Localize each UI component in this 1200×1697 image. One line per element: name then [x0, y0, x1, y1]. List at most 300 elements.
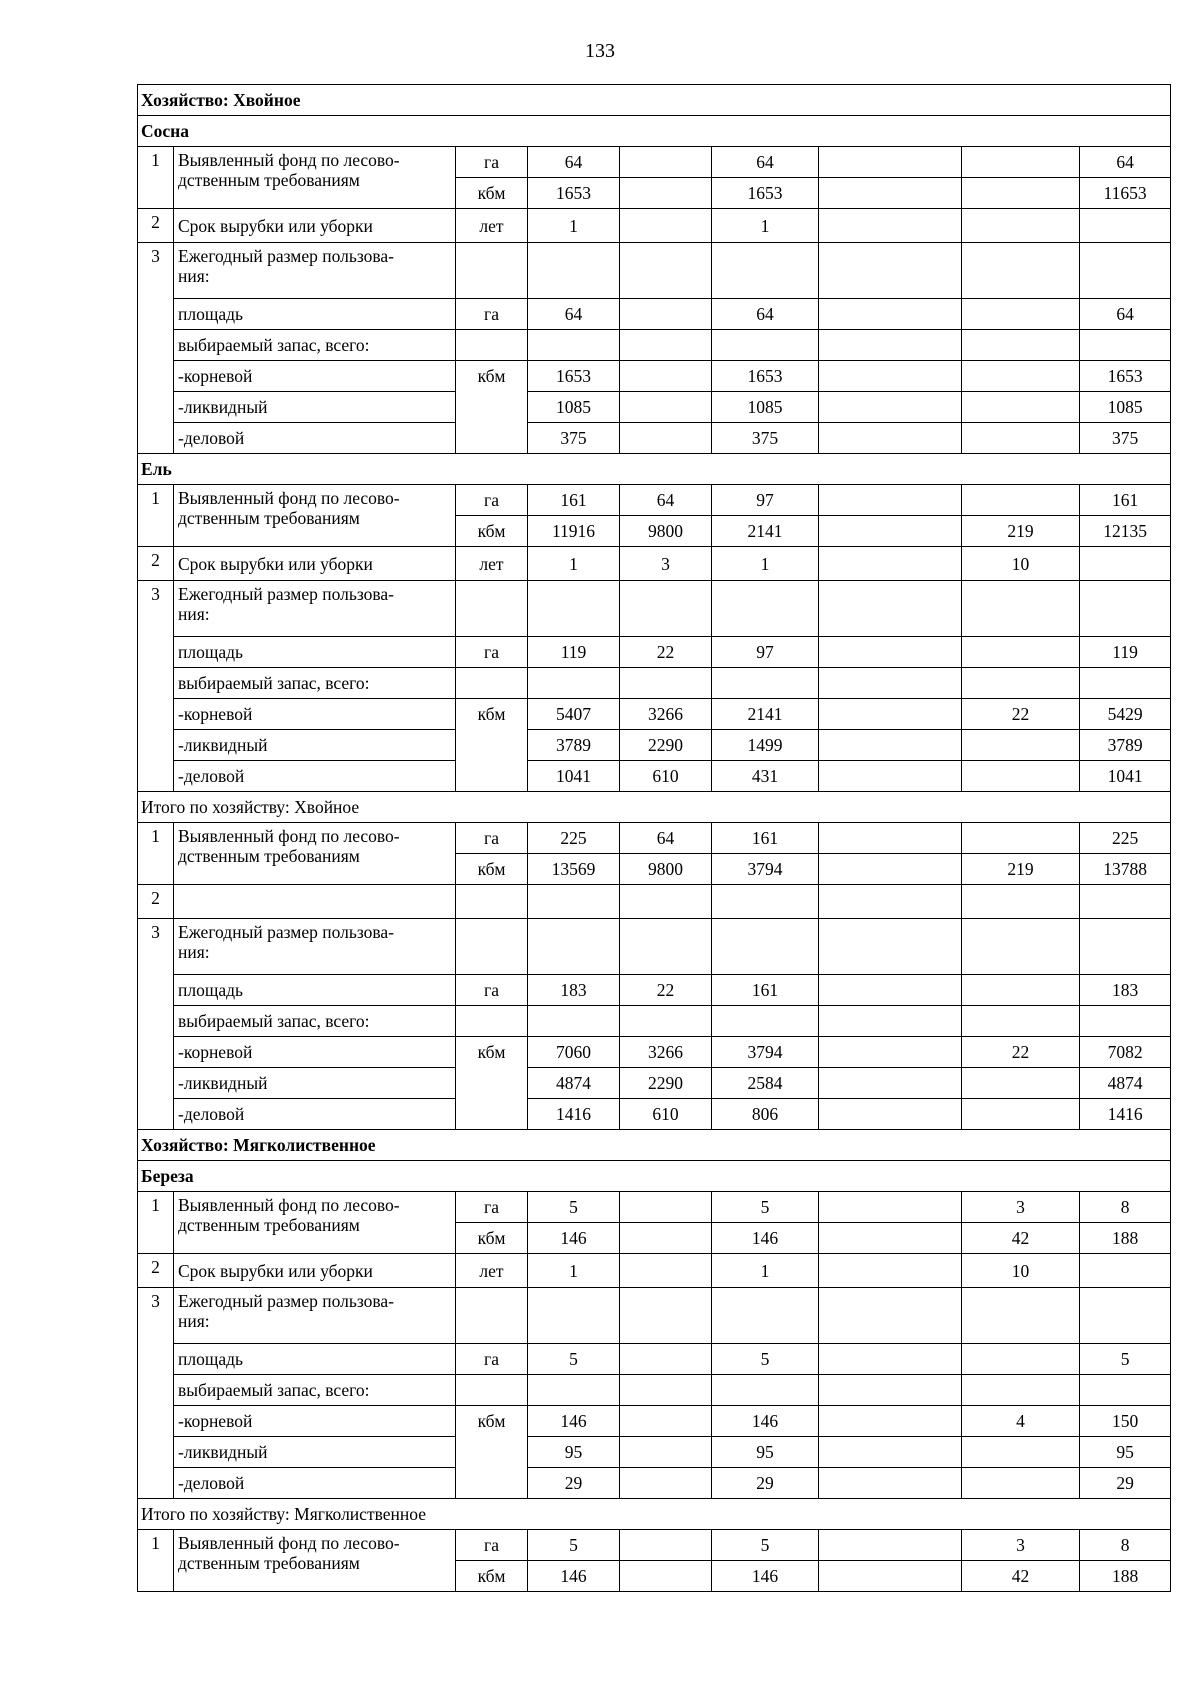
- business-label: -деловой: [174, 423, 456, 454]
- table-row: [138, 637, 1171, 668]
- value-cell: [819, 178, 962, 209]
- annual-label: [174, 581, 456, 637]
- empty-cell: [1080, 243, 1171, 299]
- value-cell: 8: [1080, 1530, 1171, 1561]
- area-label: площадь: [174, 637, 456, 668]
- empty-cell: [528, 919, 620, 975]
- value-cell: [819, 1530, 962, 1561]
- value-cell: [819, 1561, 962, 1592]
- value-cell: [620, 209, 712, 243]
- business-label: -деловой: [174, 1099, 456, 1130]
- table-row: [138, 730, 1171, 761]
- value-cell: 8: [1080, 1192, 1171, 1223]
- label-line: дственным требованиям: [178, 846, 360, 866]
- table-row: [138, 454, 1171, 485]
- value-cell: 1041: [1080, 761, 1171, 792]
- value-cell: 1041: [528, 761, 620, 792]
- empty-cell: [819, 1006, 962, 1037]
- table-row: [138, 243, 1171, 299]
- row-number: 1: [138, 485, 174, 547]
- value-cell: 150: [1080, 1406, 1171, 1437]
- table-row: [138, 85, 1171, 116]
- unit-cell: кбм: [456, 1037, 528, 1130]
- value-cell: 3: [962, 1192, 1080, 1223]
- area-label: площадь: [174, 299, 456, 330]
- empty-cell: [620, 1375, 712, 1406]
- value-cell: 22: [962, 1037, 1080, 1068]
- empty-cell: [712, 885, 819, 919]
- empty-cell: [962, 885, 1080, 919]
- value-cell: [962, 1344, 1080, 1375]
- value-cell: 4874: [1080, 1068, 1171, 1099]
- table-row: [138, 1344, 1171, 1375]
- value-cell: 1653: [712, 361, 819, 392]
- value-cell: [819, 1223, 962, 1254]
- value-cell: 1416: [1080, 1099, 1171, 1130]
- value-cell: 95: [712, 1437, 819, 1468]
- business-label: -деловой: [174, 761, 456, 792]
- root-label: -корневой: [174, 1406, 456, 1437]
- table-row: [138, 792, 1171, 823]
- value-cell: [819, 1254, 962, 1288]
- value-cell: 1: [528, 209, 620, 243]
- liquid-label: -ликвидный: [174, 730, 456, 761]
- value-cell: [819, 730, 962, 761]
- empty-cell: [528, 1006, 620, 1037]
- farm-total-header: Итого по хозяйству: Хвойное: [138, 792, 1171, 823]
- value-cell: 3794: [712, 1037, 819, 1068]
- label-line: Выявленный фонд по лесово-: [178, 826, 400, 846]
- value-cell: 5: [712, 1530, 819, 1561]
- empty-cell: [528, 1375, 620, 1406]
- value-cell: [962, 975, 1080, 1006]
- value-cell: 29: [712, 1468, 819, 1499]
- fund-label: [174, 823, 456, 885]
- value-cell: [819, 1406, 962, 1437]
- empty-cell: [819, 581, 962, 637]
- value-cell: [962, 485, 1080, 516]
- label-line: дственным требованиям: [178, 170, 360, 190]
- stock-total-label: выбираемый запас, всего:: [174, 330, 456, 361]
- value-cell: 64: [1080, 299, 1171, 330]
- table-row: [138, 1288, 1171, 1344]
- unit-cell: кбм: [456, 1223, 528, 1254]
- unit-cell: лет: [456, 1254, 528, 1288]
- empty-cell: [528, 668, 620, 699]
- unit-cell: кбм: [456, 361, 528, 454]
- value-cell: [962, 299, 1080, 330]
- table-row: [138, 1161, 1171, 1192]
- value-cell: [962, 178, 1080, 209]
- value-cell: [962, 1468, 1080, 1499]
- label-line: Выявленный фонд по лесово-: [178, 1195, 400, 1215]
- table-row: [138, 1437, 1171, 1468]
- value-cell: 1416: [528, 1099, 620, 1130]
- table-row: [138, 330, 1171, 361]
- label-line: Выявленный фонд по лесово-: [178, 1533, 400, 1553]
- row-number: 1: [138, 823, 174, 885]
- value-cell: 225: [528, 823, 620, 854]
- unit-cell: кбм: [456, 854, 528, 885]
- value-cell: 610: [620, 1099, 712, 1130]
- value-cell: [620, 147, 712, 178]
- value-cell: 5: [528, 1530, 620, 1561]
- table-row: [138, 209, 1171, 243]
- value-cell: [819, 485, 962, 516]
- value-cell: 2584: [712, 1068, 819, 1099]
- value-cell: 7082: [1080, 1037, 1171, 1068]
- empty-cell: [1080, 885, 1171, 919]
- value-cell: 5: [528, 1344, 620, 1375]
- empty-cell: [962, 1375, 1080, 1406]
- table-row: [138, 1099, 1171, 1130]
- liquid-label: -ликвидный: [174, 1068, 456, 1099]
- value-cell: [620, 299, 712, 330]
- unit-cell: га: [456, 1344, 528, 1375]
- value-cell: [620, 392, 712, 423]
- empty-cell: [819, 1375, 962, 1406]
- value-cell: [962, 823, 1080, 854]
- value-cell: 3: [962, 1530, 1080, 1561]
- table-row: [138, 485, 1171, 516]
- value-cell: 2141: [712, 516, 819, 547]
- value-cell: [962, 761, 1080, 792]
- value-cell: [819, 209, 962, 243]
- value-cell: 13788: [1080, 854, 1171, 885]
- empty-cell: [819, 243, 962, 299]
- value-cell: 12135: [1080, 516, 1171, 547]
- value-cell: [819, 761, 962, 792]
- value-cell: 1653: [528, 361, 620, 392]
- table-row: [138, 1192, 1171, 1223]
- empty-cell: [528, 243, 620, 299]
- value-cell: [819, 1037, 962, 1068]
- empty-cell: [962, 668, 1080, 699]
- empty-cell: [712, 1006, 819, 1037]
- table-row: [138, 1068, 1171, 1099]
- value-cell: 183: [1080, 975, 1171, 1006]
- value-cell: 1: [528, 1254, 620, 1288]
- farm-header: Хозяйство: Хвойное: [138, 85, 1171, 116]
- value-cell: [620, 1561, 712, 1592]
- value-cell: 1: [712, 1254, 819, 1288]
- empty-cell: [712, 330, 819, 361]
- value-cell: 146: [712, 1406, 819, 1437]
- value-cell: 10: [962, 547, 1080, 581]
- table-row: [138, 761, 1171, 792]
- unit-cell: га: [456, 1192, 528, 1223]
- value-cell: 42: [962, 1223, 1080, 1254]
- value-cell: [620, 178, 712, 209]
- root-label: -корневой: [174, 361, 456, 392]
- value-cell: [819, 1068, 962, 1099]
- value-cell: 146: [528, 1561, 620, 1592]
- value-cell: 1653: [1080, 361, 1171, 392]
- label-line: ния:: [178, 604, 210, 624]
- value-cell: [819, 1468, 962, 1499]
- value-cell: 1085: [528, 392, 620, 423]
- value-cell: [819, 1437, 962, 1468]
- value-cell: [1080, 209, 1171, 243]
- value-cell: 64: [620, 823, 712, 854]
- value-cell: [962, 730, 1080, 761]
- value-cell: 2290: [620, 730, 712, 761]
- empty-cell: [620, 243, 712, 299]
- table-row: [138, 699, 1171, 730]
- empty-cell: [712, 243, 819, 299]
- empty-cell: [456, 1288, 528, 1344]
- value-cell: 119: [1080, 637, 1171, 668]
- root-label: -корневой: [174, 1037, 456, 1068]
- table-row: [138, 1406, 1171, 1437]
- table-row: [138, 1499, 1171, 1530]
- value-cell: 11653: [1080, 178, 1171, 209]
- unit-cell: лет: [456, 209, 528, 243]
- value-cell: 3266: [620, 699, 712, 730]
- value-cell: 161: [1080, 485, 1171, 516]
- farm-total-header: Итого по хозяйству: Мягколиственное: [138, 1499, 1171, 1530]
- value-cell: 188: [1080, 1561, 1171, 1592]
- value-cell: 2290: [620, 1068, 712, 1099]
- value-cell: [620, 1406, 712, 1437]
- value-cell: [620, 423, 712, 454]
- value-cell: 64: [620, 485, 712, 516]
- area-label: площадь: [174, 975, 456, 1006]
- value-cell: 22: [620, 975, 712, 1006]
- fund-label: [174, 147, 456, 209]
- value-cell: 188: [1080, 1223, 1171, 1254]
- label-line: ния:: [178, 266, 210, 286]
- unit-cell: га: [456, 299, 528, 330]
- value-cell: 1653: [712, 178, 819, 209]
- value-cell: 1: [712, 547, 819, 581]
- value-cell: [819, 699, 962, 730]
- empty-cell: [528, 330, 620, 361]
- farm-header: Хозяйство: Мягколиственное: [138, 1130, 1171, 1161]
- unit-cell: га: [456, 147, 528, 178]
- value-cell: 610: [620, 761, 712, 792]
- empty-cell: [620, 1288, 712, 1344]
- empty-cell: [456, 885, 528, 919]
- value-cell: [620, 1468, 712, 1499]
- species-header: Береза: [138, 1161, 1171, 1192]
- value-cell: [962, 637, 1080, 668]
- empty-cell: [712, 1375, 819, 1406]
- empty-cell: [620, 330, 712, 361]
- value-cell: [620, 1192, 712, 1223]
- value-cell: 1085: [712, 392, 819, 423]
- value-cell: 5: [712, 1344, 819, 1375]
- value-cell: 5: [712, 1192, 819, 1223]
- table-row: [138, 423, 1171, 454]
- row-number: 1: [138, 1530, 174, 1592]
- forest-use-table: [137, 84, 1171, 1592]
- empty-cell: [620, 668, 712, 699]
- value-cell: [962, 392, 1080, 423]
- unit-cell: кбм: [456, 1406, 528, 1499]
- empty-cell: [712, 668, 819, 699]
- unit-cell: га: [456, 823, 528, 854]
- empty-cell: [620, 581, 712, 637]
- empty-cell: [1080, 1288, 1171, 1344]
- empty-cell: [819, 1288, 962, 1344]
- label-line: Ежегодный размер пользова-: [178, 584, 395, 604]
- value-cell: 97: [712, 485, 819, 516]
- value-cell: [620, 1344, 712, 1375]
- value-cell: 161: [712, 823, 819, 854]
- species-header: Сосна: [138, 116, 1171, 147]
- value-cell: 1: [528, 547, 620, 581]
- table-row: [138, 668, 1171, 699]
- value-cell: 2141: [712, 699, 819, 730]
- value-cell: 7060: [528, 1037, 620, 1068]
- value-cell: 219: [962, 516, 1080, 547]
- value-cell: 119: [528, 637, 620, 668]
- value-cell: 95: [1080, 1437, 1171, 1468]
- value-cell: 29: [1080, 1468, 1171, 1499]
- value-cell: [819, 854, 962, 885]
- empty-cell: [819, 330, 962, 361]
- table-row: [138, 299, 1171, 330]
- value-cell: 64: [528, 299, 620, 330]
- empty-cell: [456, 330, 528, 361]
- empty-cell: [1080, 1006, 1171, 1037]
- value-cell: [1080, 1254, 1171, 1288]
- fund-label: [174, 485, 456, 547]
- stock-total-label: выбираемый запас, всего:: [174, 1006, 456, 1037]
- value-cell: 5429: [1080, 699, 1171, 730]
- empty-cell: [528, 1288, 620, 1344]
- term-label: Срок вырубки или уборки: [174, 1254, 456, 1288]
- value-cell: [819, 975, 962, 1006]
- value-cell: 5: [528, 1192, 620, 1223]
- empty-cell: [620, 1006, 712, 1037]
- liquid-label: -ликвидный: [174, 1437, 456, 1468]
- empty-cell: [819, 668, 962, 699]
- table-row: [138, 919, 1171, 975]
- table-row: [138, 823, 1171, 854]
- empty-cell: [962, 1006, 1080, 1037]
- table-row: [138, 581, 1171, 637]
- value-cell: 64: [528, 147, 620, 178]
- value-cell: [819, 1192, 962, 1223]
- value-cell: 3: [620, 547, 712, 581]
- value-cell: 9800: [620, 516, 712, 547]
- value-cell: 1: [712, 209, 819, 243]
- label-line: дственным требованиям: [178, 1553, 360, 1573]
- value-cell: 13569: [528, 854, 620, 885]
- table-row: [138, 147, 1171, 178]
- empty-cell: [712, 919, 819, 975]
- table-row: [138, 1530, 1171, 1561]
- term-label: Срок вырубки или уборки: [174, 209, 456, 243]
- empty-cell: [1080, 330, 1171, 361]
- value-cell: [620, 1530, 712, 1561]
- row-number: 3: [138, 1288, 174, 1499]
- label-line: Ежегодный размер пользова-: [178, 246, 395, 266]
- row-number: 1: [138, 147, 174, 209]
- label-line: ния:: [178, 1311, 210, 1331]
- fund-label: [174, 1192, 456, 1254]
- value-cell: 29: [528, 1468, 620, 1499]
- value-cell: 806: [712, 1099, 819, 1130]
- empty-cell: [456, 668, 528, 699]
- empty-cell: [620, 919, 712, 975]
- value-cell: 22: [620, 637, 712, 668]
- empty-cell: [962, 330, 1080, 361]
- value-cell: [819, 299, 962, 330]
- value-cell: 431: [712, 761, 819, 792]
- value-cell: 64: [712, 299, 819, 330]
- value-cell: 1653: [528, 178, 620, 209]
- label-line: Выявленный фонд по лесово-: [178, 150, 400, 170]
- table-row: [138, 392, 1171, 423]
- table-row: [138, 1375, 1171, 1406]
- value-cell: 146: [712, 1223, 819, 1254]
- value-cell: 161: [712, 975, 819, 1006]
- table-row: [138, 547, 1171, 581]
- value-cell: 146: [528, 1406, 620, 1437]
- value-cell: [620, 1254, 712, 1288]
- unit-cell: га: [456, 1530, 528, 1561]
- table-row: [138, 1130, 1171, 1161]
- value-cell: 22: [962, 699, 1080, 730]
- table-row: [138, 1006, 1171, 1037]
- value-cell: [819, 637, 962, 668]
- table-row: [138, 975, 1171, 1006]
- value-cell: 161: [528, 485, 620, 516]
- empty-cell: [712, 1288, 819, 1344]
- value-cell: [819, 423, 962, 454]
- empty-cell: [456, 581, 528, 637]
- label-line: дственным требованиям: [178, 1215, 360, 1235]
- value-cell: [819, 823, 962, 854]
- row-number: 2: [138, 547, 174, 581]
- value-cell: [819, 392, 962, 423]
- table-row: [138, 1468, 1171, 1499]
- empty-cell: [174, 885, 456, 919]
- liquid-label: -ликвидный: [174, 392, 456, 423]
- value-cell: 10: [962, 1254, 1080, 1288]
- annual-label: [174, 243, 456, 299]
- empty-cell: [962, 919, 1080, 975]
- empty-cell: [712, 581, 819, 637]
- value-cell: [962, 1437, 1080, 1468]
- label-line: ния:: [178, 942, 210, 962]
- empty-cell: [962, 243, 1080, 299]
- business-label: -деловой: [174, 1468, 456, 1499]
- value-cell: 4: [962, 1406, 1080, 1437]
- empty-cell: [456, 1375, 528, 1406]
- table-row: [138, 116, 1171, 147]
- value-cell: 97: [712, 637, 819, 668]
- value-cell: 5: [1080, 1344, 1171, 1375]
- empty-cell: [819, 885, 962, 919]
- value-cell: [819, 516, 962, 547]
- value-cell: 3794: [712, 854, 819, 885]
- value-cell: [962, 423, 1080, 454]
- empty-cell: [528, 581, 620, 637]
- value-cell: 219: [962, 854, 1080, 885]
- value-cell: 375: [712, 423, 819, 454]
- table-body: [138, 85, 1171, 1592]
- value-cell: 146: [712, 1561, 819, 1592]
- row-number: 2: [138, 885, 174, 919]
- area-label: площадь: [174, 1344, 456, 1375]
- annual-label: [174, 919, 456, 975]
- value-cell: 1499: [712, 730, 819, 761]
- label-line: дственным требованиям: [178, 508, 360, 528]
